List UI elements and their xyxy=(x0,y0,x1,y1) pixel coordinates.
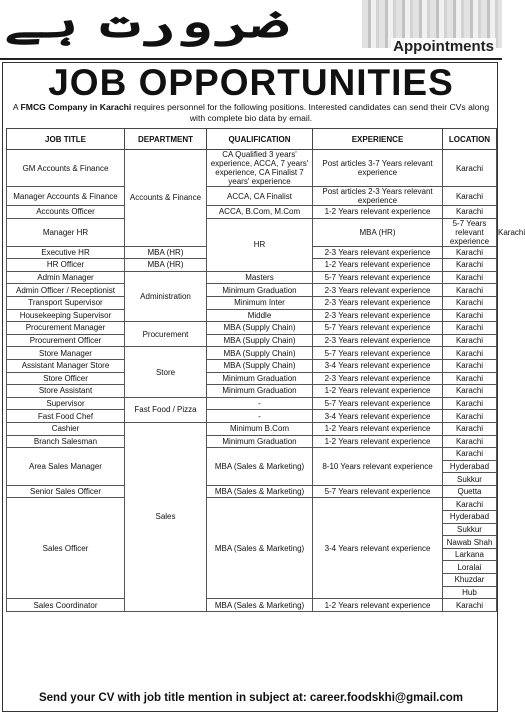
location: Karachi xyxy=(443,347,497,360)
qualification: Minimum Graduation xyxy=(207,284,313,297)
location: Khuzdar xyxy=(443,574,497,587)
department: Fast Food / Pizza xyxy=(125,397,207,422)
table-row xyxy=(7,385,497,398)
qualification: - xyxy=(207,410,313,423)
job-title: Store Assistant xyxy=(7,385,125,398)
job-title: Area Sales Manager xyxy=(7,448,125,486)
urdu-heading: ضرورت ہے xyxy=(4,0,289,47)
job-title: Manager HR xyxy=(7,218,125,246)
job-title: Supervisor xyxy=(7,397,125,410)
job-title: Assistant Manager Store xyxy=(7,359,125,372)
job-title: Executive HR xyxy=(7,246,125,259)
qualification: Minimum Graduation xyxy=(207,372,313,385)
location: Larkana xyxy=(443,548,497,561)
location: Karachi xyxy=(443,187,497,206)
location: Hyderabad xyxy=(443,460,497,473)
experience: Post articles 3-7 Years relevant experience xyxy=(313,150,443,187)
col-location: LOCATION xyxy=(443,129,497,150)
qualification: MBA (HR) xyxy=(125,246,207,259)
location: Karachi xyxy=(443,271,497,284)
experience: 2-3 Years relevant experience xyxy=(313,309,443,322)
intro-text xyxy=(12,102,490,124)
location: Loralai xyxy=(443,561,497,574)
qualification: MBA (Sales & Marketing) xyxy=(207,599,313,612)
experience: 1-2 Years relevant experience xyxy=(313,206,443,219)
job-title: Senior Sales Officer xyxy=(7,485,125,498)
qualification: Middle xyxy=(207,309,313,322)
experience: 2-3 Years relevant experience xyxy=(313,284,443,297)
qualification: MBA (Supply Chain) xyxy=(207,334,313,347)
page-title: JOB OPPORTUNITIES xyxy=(48,62,454,103)
job-title: HR Officer xyxy=(7,259,125,272)
header-banner xyxy=(0,0,502,62)
department: Store xyxy=(125,347,207,397)
table-row xyxy=(7,372,497,385)
location: Karachi xyxy=(443,284,497,297)
table-row xyxy=(7,359,497,372)
col-experience: EXPERIENCE xyxy=(313,129,443,150)
job-title: Cashier xyxy=(7,422,125,435)
table-row xyxy=(7,347,497,360)
location: Sukkur xyxy=(443,473,497,486)
section-label: Appointments xyxy=(393,38,494,55)
table-row xyxy=(7,334,497,347)
qualification: ACCA, CA Finalist xyxy=(207,187,313,206)
qualification: MBA (Sales & Marketing) xyxy=(207,498,313,599)
experience: 3-4 Years relevant experience xyxy=(313,359,443,372)
col-job-title: JOB TITLE xyxy=(7,129,125,150)
experience: 5-7 Years relevant experience xyxy=(313,322,443,335)
experience: 8-10 Years relevant experience xyxy=(313,448,443,486)
location: Karachi xyxy=(443,334,497,347)
location: Sukkur xyxy=(443,523,497,536)
location: Karachi xyxy=(443,410,497,423)
qualification: MBA (HR) xyxy=(313,218,443,246)
location: Karachi xyxy=(443,309,497,322)
table-row xyxy=(7,284,497,297)
location: Quetta xyxy=(443,485,497,498)
experience: 5-7 Years relevant experience xyxy=(313,271,443,284)
job-title: Accounts Officer xyxy=(7,206,125,219)
qualification: Masters xyxy=(207,271,313,284)
job-title: Procurement Manager xyxy=(7,322,125,335)
table-row xyxy=(7,397,497,410)
table-row xyxy=(7,485,497,498)
qualification: Minimum Graduation xyxy=(207,385,313,398)
job-title: GM Accounts & Finance xyxy=(7,150,125,187)
department: Accounts & Finance xyxy=(125,150,207,247)
table-row xyxy=(7,498,497,511)
department: Sales xyxy=(125,422,207,611)
experience: Post articles 2-3 Years relevant experience xyxy=(313,187,443,206)
table-row xyxy=(7,599,497,612)
job-title: Store Officer xyxy=(7,372,125,385)
qualification: Minimum B.Com xyxy=(207,422,313,435)
experience: 1-2 Years relevant experience xyxy=(313,385,443,398)
experience: 1-2 Years relevant experience xyxy=(313,435,443,448)
location: Nawab Shah xyxy=(443,536,497,549)
table-header-row xyxy=(7,129,497,150)
location: Karachi xyxy=(443,150,497,187)
experience: 3-4 Years relevant experience xyxy=(313,410,443,423)
experience: 3-4 Years relevant experience xyxy=(313,498,443,599)
table-row xyxy=(7,206,497,219)
job-title: Transport Supervisor xyxy=(7,296,125,309)
location: Karachi xyxy=(443,599,497,612)
qualification: MBA (Sales & Marketing) xyxy=(207,448,313,486)
location: Karachi xyxy=(443,322,497,335)
job-title: Store Manager xyxy=(7,347,125,360)
intro-body: requires personnel for the following positions. Interested candidates can send their CVs along with complete bio data by email. xyxy=(131,102,490,123)
qualification: - xyxy=(207,397,313,410)
table-row xyxy=(7,271,497,284)
table-row xyxy=(7,448,497,461)
experience: 2-3 Years relevant experience xyxy=(313,372,443,385)
experience: 1-2 Years relevant experience xyxy=(313,259,443,272)
col-qualification: QUALIFICATION xyxy=(207,129,313,150)
experience: 5-7 Years relevant experience xyxy=(313,397,443,410)
job-title: Sales Officer xyxy=(7,498,125,599)
qualification: ACCA, B.Com, M.Com xyxy=(207,206,313,219)
location: Hyderabad xyxy=(443,511,497,524)
location: Karachi xyxy=(443,448,497,461)
experience: 5-7 Years relevant experience xyxy=(443,218,497,246)
intro-prefix: A xyxy=(12,102,21,112)
job-title: Fast Food Chef xyxy=(7,410,125,423)
qualification: MBA (Sales & Marketing) xyxy=(207,485,313,498)
location: Karachi xyxy=(443,435,497,448)
qualification: MBA (HR) xyxy=(125,259,207,272)
experience: 1-2 Years relevant experience xyxy=(313,599,443,612)
qualification: MBA (Supply Chain) xyxy=(207,359,313,372)
qualification: MBA (Supply Chain) xyxy=(207,347,313,360)
table-row xyxy=(7,322,497,335)
company-name: FMCG Company in Karachi xyxy=(20,102,132,112)
experience: 5-7 Years relevant experience xyxy=(313,347,443,360)
location: Karachi xyxy=(443,372,497,385)
qualification: CA Qualified 3 years' experience, ACCA, 7 years' experience, CA Finalist 7 years' experience xyxy=(207,150,313,187)
experience: 1-2 Years relevant experience xyxy=(313,422,443,435)
job-title: Branch Salesman xyxy=(7,435,125,448)
department: Procurement xyxy=(125,322,207,347)
location: Karachi xyxy=(443,359,497,372)
experience: 5-7 Years relevant experience xyxy=(313,485,443,498)
location: Karachi xyxy=(443,422,497,435)
col-department: DEPARTMENT xyxy=(125,129,207,150)
jobs-table xyxy=(6,128,525,612)
location: Karachi xyxy=(443,206,497,219)
experience: 2-3 Years relevant experience xyxy=(313,246,443,259)
qualification: MBA (Supply Chain) xyxy=(207,322,313,335)
job-title: Procurement Officer xyxy=(7,334,125,347)
job-title: Sales Coordinator xyxy=(7,599,125,612)
table-row xyxy=(7,296,497,309)
location: Karachi xyxy=(443,246,497,259)
footer-cta: Send your CV with job title mention in subject at: career.foodskhi@gmail.com xyxy=(38,692,463,704)
location: Karachi xyxy=(443,397,497,410)
table-row xyxy=(7,410,497,423)
table-row: Manager HR HR MBA (HR) 5-7 Years relevant experience Karachi xyxy=(7,218,497,246)
experience: 2-3 Years relevant experience xyxy=(313,334,443,347)
job-title: Housekeeping Supervisor xyxy=(7,309,125,322)
job-title: Manager Accounts & Finance xyxy=(7,187,125,206)
job-title: Admin Manager xyxy=(7,271,125,284)
department: HR xyxy=(207,218,313,271)
location: Hub xyxy=(443,586,497,599)
location: Karachi xyxy=(443,259,497,272)
job-title: Admin Officer / Receptionist xyxy=(7,284,125,297)
header-divider xyxy=(0,58,502,60)
qualification: Minimum Inter xyxy=(207,296,313,309)
table-row xyxy=(7,309,497,322)
location: Karachi xyxy=(443,385,497,398)
table-row xyxy=(7,422,497,435)
location: Karachi xyxy=(443,296,497,309)
department: Administration xyxy=(125,271,207,321)
location: Karachi xyxy=(443,498,497,511)
experience: 2-3 Years relevant experience xyxy=(313,296,443,309)
qualification: Minimum Graduation xyxy=(207,435,313,448)
